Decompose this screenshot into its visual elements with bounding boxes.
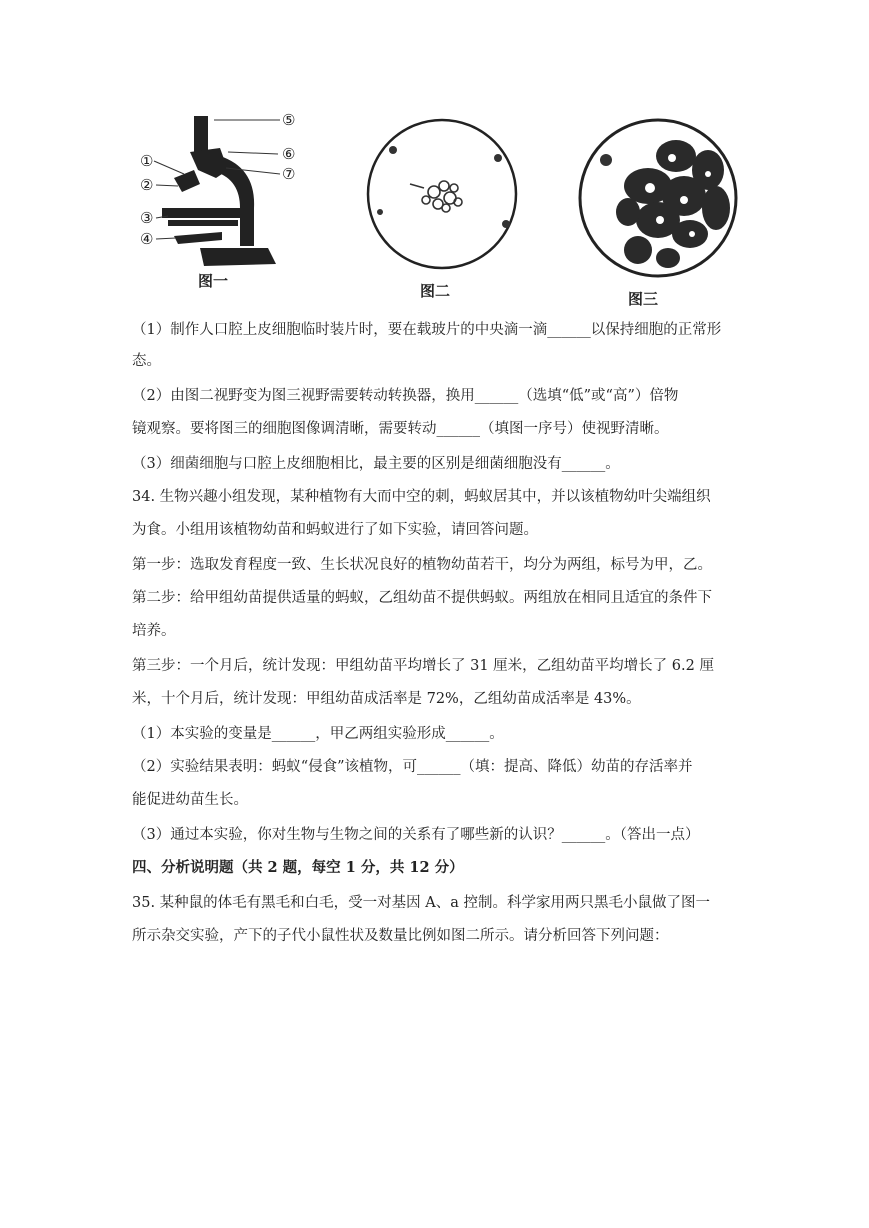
label-3: ③ [140, 209, 154, 227]
view-low-figure [368, 120, 516, 268]
text-line: 所示杂交实验，产下的子代小鼠性状及数量比例如图二所示。请分析回答下列问题： [132, 928, 669, 944]
label-4: ④ [140, 230, 154, 248]
text-line: 米，十个月后，统计发现：甲组幼苗成活率是 72%，乙组幼苗成活率是 43%。 [132, 691, 641, 707]
section-heading: 四、分析说明题（共 2 题，每空 1 分，共 12 分） [132, 859, 464, 876]
text-line: 34. 生物兴趣小组发现，某种植物有大而中空的刺，蚂蚁居其中，并以该植物幼叶尖端组织 [132, 489, 711, 505]
text-line: 第一步：选取发育程度一致、生长状况良好的植物幼苗若干，均分为两组，标号为甲，乙。 [132, 557, 712, 573]
text-line: 第三步：一个月后，统计发现：甲组幼苗平均增长了 31 厘米，乙组幼苗平均增长了 6.2 厘 [132, 658, 714, 674]
figure-strip [128, 108, 740, 308]
text-line: 为食。小组用该植物幼苗和蚂蚁进行了如下实验，请回答问题。 [132, 522, 538, 538]
text-line: 能促进幼苗生长。 [132, 792, 248, 808]
view-high-figure [580, 120, 736, 276]
microscope-figure [154, 116, 280, 266]
text-line: （3）通过本实验，你对生物与生物之间的关系有了哪些新的认识？______。（答出一点） [132, 827, 700, 843]
text-line: 培养。 [132, 623, 176, 639]
label-6: ⑥ [282, 145, 296, 163]
fig1-caption: 图一 [198, 272, 229, 290]
text-line: （3）细菌细胞与口腔上皮细胞相比，最主要的区别是细菌细胞没有______。 [132, 456, 620, 472]
label-2: ② [140, 176, 154, 194]
text-line: （2）实验结果表明：蚂蚁“侵食”该植物，可______（填：提高、降低）幼苗的存活率并 [132, 759, 693, 775]
text-line: 35. 某种鼠的体毛有黑毛和白毛，受一对基因 A、a 控制。科学家用两只黑毛小鼠做了图一 [132, 895, 711, 911]
label-5: ⑤ [282, 111, 296, 129]
label-1: ① [140, 152, 154, 170]
label-7: ⑦ [282, 165, 296, 183]
text-line: （1）制作人口腔上皮细胞临时装片时，要在载玻片的中央滴一滴______以保持细胞的正常形 [132, 322, 722, 338]
text-line: 第二步：给甲组幼苗提供适量的蚂蚁，乙组幼苗不提供蚂蚁。两组放在相同且适宜的条件下 [132, 590, 712, 606]
fig3-caption: 图三 [628, 290, 659, 308]
fig2-caption: 图二 [420, 282, 451, 300]
text-line: 镜观察。要将图三的细胞图像调清晰，需要转动______（填图一序号）使视野清晰。 [132, 421, 669, 437]
text-line: （2）由图二视野变为图三视野需要转动转换器，换用______（选填“低”或“高”）倍物 [132, 388, 679, 404]
text-line: （1）本实验的变量是______，甲乙两组实验形成______。 [132, 726, 504, 742]
text-line: 态。 [132, 353, 161, 369]
